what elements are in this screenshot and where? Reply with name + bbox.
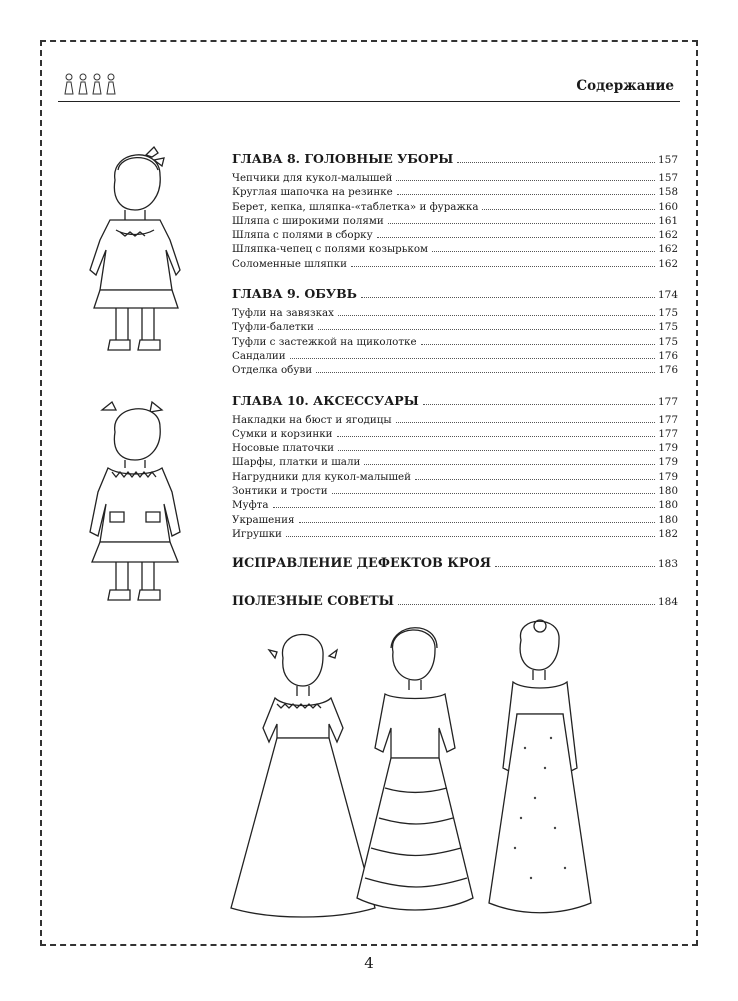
toc-item-page: 175: [658, 307, 678, 320]
dot-leader: [377, 237, 656, 238]
toc-item[interactable]: [232, 441, 678, 455]
toc-item-page: 176: [658, 364, 678, 377]
dot-leader: [338, 315, 655, 316]
toc-item[interactable]: [232, 484, 678, 498]
dolls-logo-icon: [62, 72, 120, 96]
toc-item-label: Накладки на бюст и ягодицы: [232, 413, 392, 426]
toc-item[interactable]: [232, 349, 678, 363]
toc-item[interactable]: [232, 200, 678, 214]
toc-item-page: 161: [658, 214, 678, 227]
table-of-contents: [232, 150, 678, 631]
toc-item-label: Шарфы, платки и шали: [232, 456, 361, 469]
chapter-title: ГЛАВА 8. ГОЛОВНЫЕ УБОРЫ: [232, 151, 454, 166]
toc-item[interactable]: [232, 470, 678, 484]
dot-leader: [423, 404, 655, 405]
dot-leader: [396, 422, 656, 423]
section-heading[interactable]: [232, 555, 678, 573]
toc-item-page: 182: [658, 527, 678, 540]
section-page: 183: [657, 558, 678, 571]
toc-item[interactable]: [232, 427, 678, 441]
toc-item[interactable]: [232, 498, 678, 512]
dot-leader: [318, 329, 656, 330]
toc-item-label: Шляпка-чепец с полями козырьком: [232, 243, 429, 256]
toc-item-page: 176: [658, 349, 678, 362]
toc-item-label: Муфта: [232, 499, 269, 512]
toc-item-label: Нагрудники для кукол-малышей: [232, 470, 412, 483]
toc-item[interactable]: [232, 527, 678, 541]
toc-item-page: 162: [658, 229, 678, 242]
toc-item-page: 179: [658, 470, 678, 483]
dot-leader: [388, 223, 656, 224]
toc-item-label: Украшения: [232, 513, 295, 526]
toc-item[interactable]: [232, 413, 678, 427]
dot-leader: [337, 436, 656, 437]
chapter-9: [232, 285, 678, 377]
section-heading[interactable]: [232, 593, 678, 611]
dot-leader: [415, 479, 655, 480]
toc-item-page: 179: [658, 442, 678, 455]
header-rule: [58, 101, 680, 102]
chapter-heading[interactable]: [232, 150, 678, 169]
dot-leader: [332, 493, 656, 494]
toc-item-page: 175: [658, 321, 678, 334]
toc-item-label: Туфли с застежкой на щиколотке: [232, 335, 417, 348]
toc-item-page: 158: [658, 186, 678, 199]
dot-leader: [432, 251, 655, 252]
toc-item[interactable]: [232, 455, 678, 469]
dot-leader: [316, 372, 655, 373]
toc-item-label: Круглая шапочка на резинке: [232, 186, 393, 199]
toc-item-page: 177: [658, 413, 678, 426]
toc-item[interactable]: [232, 214, 678, 228]
toc-item-page: 180: [658, 499, 678, 512]
dot-leader: [351, 266, 655, 267]
chapter-heading[interactable]: [232, 285, 678, 304]
section-title: ПОЛЕЗНЫЕ СОВЕТЫ: [232, 594, 395, 610]
section-defects: [232, 555, 678, 573]
dot-leader: [396, 180, 655, 181]
toc-item[interactable]: [232, 228, 678, 242]
chapter-title: ГЛАВА 10. АКСЕССУАРЫ: [232, 392, 419, 408]
dot-leader: [398, 604, 655, 605]
toc-item-label: Шляпа с широкими полями: [232, 214, 384, 227]
toc-item[interactable]: [232, 306, 678, 320]
toc-item-page: 177: [658, 427, 678, 440]
toc-item-label: Шляпа с полями в сборку: [232, 229, 373, 242]
dot-leader: [421, 344, 656, 345]
toc-item[interactable]: [232, 363, 678, 377]
page-number: 4: [364, 954, 374, 972]
three-dolls-gowns-illustration: [225, 618, 600, 933]
toc-item-label: Отделка обуви: [232, 364, 313, 377]
toc-item-label: Игрушки: [232, 527, 282, 540]
toc-item[interactable]: [232, 320, 678, 334]
toc-item-label: Сандалии: [232, 349, 286, 362]
toc-item-page: 175: [658, 335, 678, 348]
toc-item-label: Соломенные шляпки: [232, 257, 347, 270]
dot-leader: [338, 450, 655, 451]
toc-item-page: 162: [658, 243, 678, 256]
dot-leader: [495, 566, 655, 567]
toc-item[interactable]: [232, 242, 678, 256]
toc-item-label: Носовые платочки: [232, 442, 335, 455]
toc-item[interactable]: [232, 335, 678, 349]
dot-leader: [361, 297, 655, 298]
toc-item-page: 157: [658, 172, 678, 184]
header-title: Содержание: [576, 78, 674, 94]
toc-item-label: Берет, кепка, шляпка-«таблетка» и фуражка: [232, 200, 479, 213]
toc-item-page: 179: [658, 456, 678, 469]
chapter-8: [232, 150, 678, 271]
dot-leader: [290, 358, 656, 359]
chapter-page: 157: [657, 154, 678, 166]
toc-item-label: Зонтики и трости: [232, 485, 328, 498]
toc-item-label: Чепчики для кукол-малышей: [232, 172, 393, 184]
chapter-title: ГЛАВА 9. ОБУВЬ: [232, 286, 357, 302]
toc-item-page: 180: [658, 513, 678, 526]
chapter-page: 174: [657, 289, 678, 302]
dot-leader: [273, 507, 656, 508]
toc-item[interactable]: [232, 171, 678, 185]
toc-item-page: 180: [658, 485, 678, 498]
toc-item-label: Туфли на завязках: [232, 307, 334, 320]
section-title: ИСПРАВЛЕНИЕ ДЕФЕКТОВ КРОЯ: [232, 556, 491, 572]
toc-item-label: Сумки и корзинки: [232, 427, 333, 440]
dot-leader: [397, 194, 656, 195]
chapter-page: 177: [657, 395, 678, 408]
dot-leader: [364, 464, 655, 465]
dot-leader: [482, 209, 655, 210]
toc-item[interactable]: [232, 257, 678, 271]
toc-item-page: 162: [658, 257, 678, 270]
dot-leader: [299, 522, 656, 523]
chapter-heading[interactable]: [232, 392, 678, 411]
section-page: 184: [657, 596, 678, 609]
dot-leader: [457, 162, 655, 163]
toc-item[interactable]: [232, 185, 678, 199]
doll-toddler-illustration-1: [80, 140, 190, 370]
dot-leader: [286, 536, 655, 537]
section-tips: [232, 593, 678, 611]
toc-item[interactable]: [232, 513, 678, 527]
chapter-10: [232, 392, 678, 542]
toc-item-page: 160: [658, 200, 678, 213]
doll-toddler-illustration-2: [80, 392, 190, 622]
toc-item-label: Туфли-балетки: [232, 321, 314, 334]
